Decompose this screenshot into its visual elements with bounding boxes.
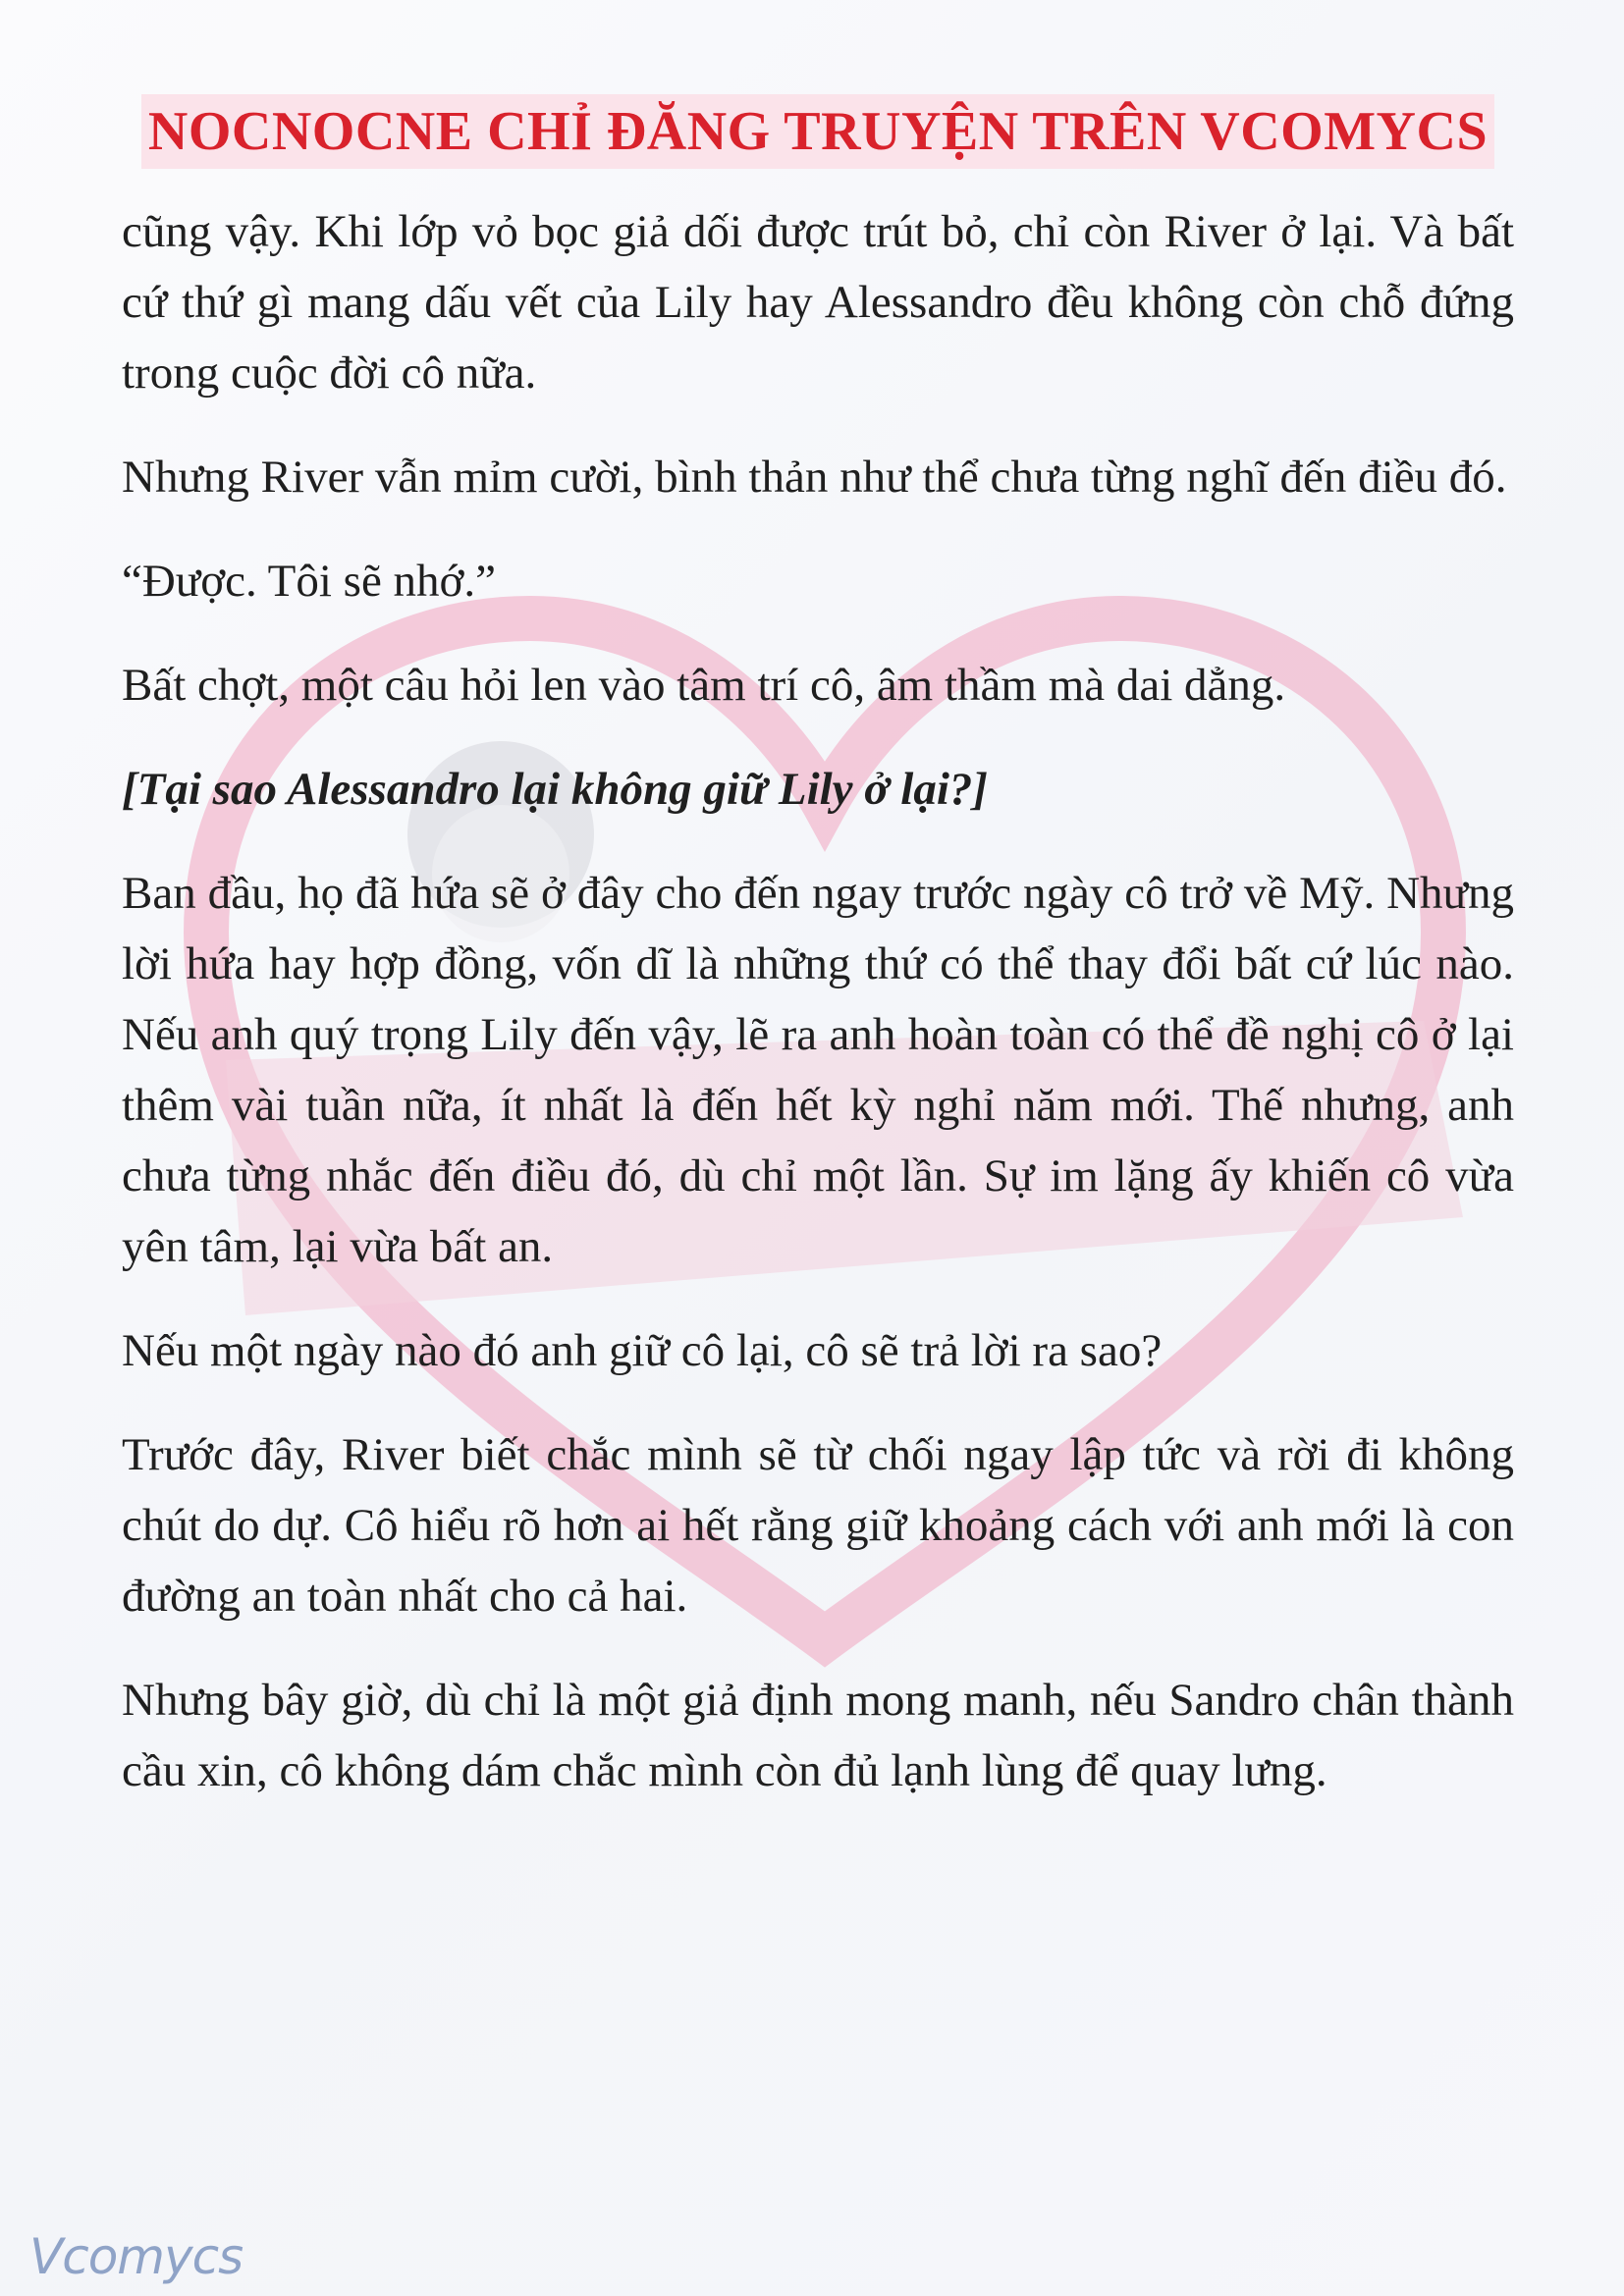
paragraph: “Được. Tôi sẽ nhớ.” [122,556,497,607]
paragraph: Nhưng River vẫn mỉm cười, bình thản như thể chưa từng nghĩ đến điều đó. [122,452,1507,503]
vcomycs-logo: Vcomycs [29,2228,244,2285]
paragraph: Nhưng bây giờ, dù chỉ là một giả định mong manh, nếu Sandro chân thành cầu xin, cô không dám chắc mình còn đủ lạnh lùng để quay lưng. [122,1675,1514,1796]
paragraph: Bất chợt, một câu hỏi len vào tâm trí cô, âm thầm mà dai dẳng. [122,660,1286,711]
paragraph: Ban đầu, họ đã hứa sẽ ở đây cho đến ngay trước ngày cô trở về Mỹ. Nhưng lời hứa hay hợp đồng, vốn dĩ là những thứ có thể thay đổi bất cứ lúc nào. Nếu anh quý trọng Lily đến vậy, lẽ ra anh hoàn toàn có thể đề nghị cô ở lại thêm vài tuần nữa, ít nhất là đến hết kỳ nghỉ năm mới. Thế nhưng, anh chưa từng nhắc đến điều đó, dù chỉ một lần. Sự im lặng ấy khiến cô vừa yên tâm, lại vừa bất an. [122,868,1514,1272]
paragraph: cũng vậy. Khi lớp vỏ bọc giả dối được trút bỏ, chỉ còn River ở lại. Và bất cứ thứ gì mang dấu vết của Lily hay Alessandro đều không còn chỗ đứng trong cuộc đời cô nữa. [122,206,1514,399]
thought-paragraph: [Tại sao Alessandro lại không giữ Lily ở lại?] [122,764,989,815]
story-text [122,196,1514,1840]
paragraph: Nếu một ngày nào đó anh giữ cô lại, cô sẽ trả lời ra sao? [122,1325,1163,1376]
header-title: NOCNOCNE CHỈ ĐĂNG TRUYỆN TRÊN VCOMYCS [147,101,1489,162]
header-banner [141,94,1494,169]
paragraph: Trước đây, River biết chắc mình sẽ từ chối ngay lập tức và rời đi không chút do dự. Cô hiểu rõ hơn ai hết rằng giữ khoảng cách với anh mới là con đường an toàn nhất cho cả hai. [122,1429,1514,1622]
